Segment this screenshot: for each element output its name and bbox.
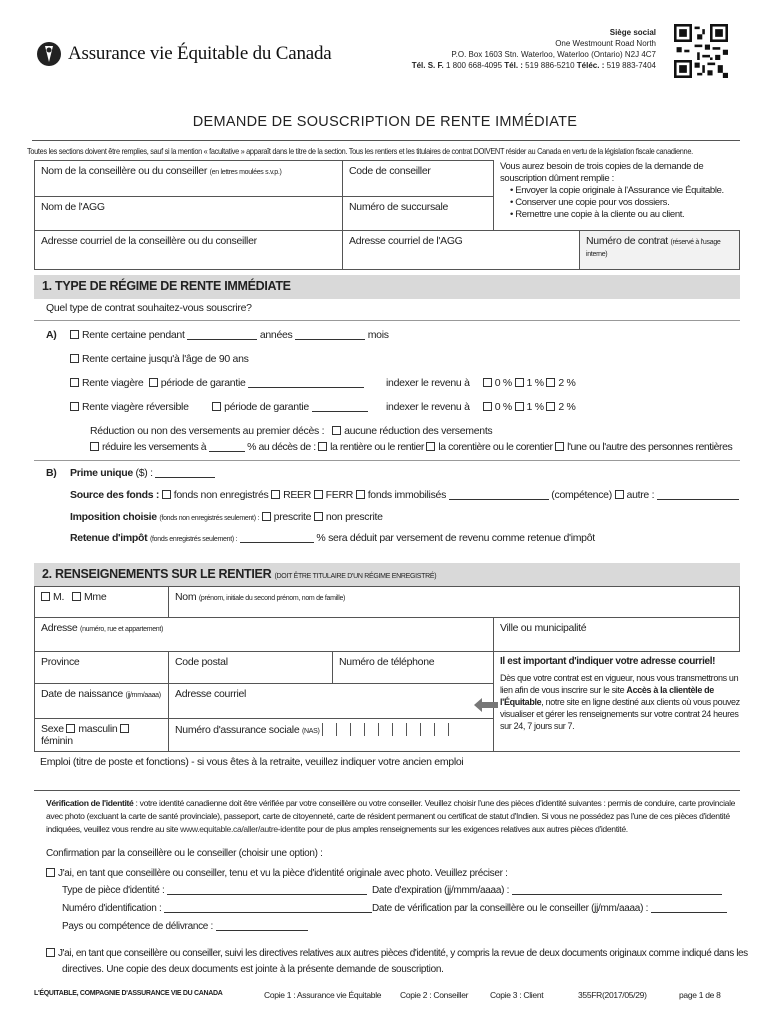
expiry-input[interactable] — [512, 894, 722, 895]
joint-guarantee-label: période de garantie — [224, 401, 309, 413]
index-0-checkbox[interactable] — [483, 378, 492, 387]
ferr-checkbox[interactable] — [314, 490, 323, 499]
agg-name-field[interactable] — [34, 196, 343, 231]
sex-field — [34, 718, 169, 752]
term-90-label: Rente certaine jusqu'à l'âge de 90 ans — [82, 353, 249, 365]
postal-code-field[interactable] — [168, 651, 333, 684]
non-reg-label: fonds non enregistrés — [173, 489, 269, 501]
term-certain-row — [70, 329, 389, 341]
tel: 519 886-5210 — [525, 61, 575, 70]
other-id-checkbox[interactable] — [46, 948, 55, 957]
mr-checkbox[interactable] — [41, 592, 50, 601]
prescribed-label: prescrite — [273, 511, 312, 523]
option-a-label: A) — [46, 329, 57, 341]
premium-input[interactable] — [155, 477, 215, 478]
either-label: l'une ou l'autre des personnes rentières — [567, 441, 733, 453]
fax: 519 883-7404 — [606, 61, 656, 70]
advisor-code-label: Code de conseiller — [349, 165, 431, 177]
jurisdiction-input[interactable] — [449, 499, 549, 500]
withholding-label: Retenue d'impôt — [70, 532, 148, 544]
email-text-2: , notre site en ligne destiné aux clients où vous pouvez visualiser et gérer les renseignements sur votre contrat 24 heures sur 24, 7 jours sur 7. — [500, 697, 740, 731]
advisor-code-field[interactable] — [342, 160, 494, 197]
hq-street: One Westmount Road North — [555, 39, 656, 48]
term-certain-label: Rente certaine pendant — [82, 329, 185, 341]
index-label: indexer le revenu à — [386, 401, 470, 413]
withholding-row — [70, 532, 595, 544]
postal-code-label: Code postal — [175, 656, 228, 668]
qr-code-icon — [674, 24, 728, 78]
issuer-row — [62, 921, 308, 932]
section-2-note: (DOIT ÊTRE TITULAIRE D'UN RÉGIME ENREGISTRÉ) — [274, 573, 437, 580]
years-label: années — [259, 329, 293, 341]
contract-number-label: Numéro de contrat — [586, 235, 668, 247]
joint-annuity-label: Rente viagère réversible — [82, 401, 189, 413]
reer-label: REER — [283, 489, 312, 501]
non-prescribed-checkbox[interactable] — [314, 512, 323, 521]
co-annuitant-label: la corentière ou le corentier — [438, 441, 553, 453]
index-0-label: 0 % — [494, 401, 512, 413]
index-label: indexer le revenu à — [386, 377, 470, 389]
reduction-label: Réduction ou non des versements au premier décès : — [90, 425, 325, 437]
annuitant-checkbox[interactable] — [318, 442, 327, 451]
expiry-row — [372, 885, 722, 896]
advisor-email-label: Adresse courriel de la conseillère ou du conseiller — [41, 235, 257, 247]
withholding-note: (fonds enregistrés seulement) : — [149, 536, 238, 543]
withholding-text: % sera déduit par versement de revenu comme retenue d'impôt — [316, 532, 595, 544]
term-90-checkbox[interactable] — [70, 354, 79, 363]
life-annuity-label: Rente viagère — [82, 377, 144, 389]
co-annuitant-checkbox[interactable] — [426, 442, 435, 451]
sex-label: Sexe — [41, 723, 64, 735]
female-checkbox[interactable] — [120, 724, 129, 733]
index-2-label: 2 % — [558, 401, 576, 413]
advisor-name-field[interactable] — [34, 160, 343, 197]
city-field[interactable] — [493, 617, 740, 652]
photo-id-checkbox[interactable] — [46, 868, 55, 877]
premium-row — [70, 467, 215, 479]
copies-intro: Vous aurez besoin de trois copies de la demande de souscription dûment remplie : — [500, 161, 704, 184]
contract-number-note: (réservé à l'usage interne) — [586, 239, 721, 258]
form-notice: Toutes les sections doivent être remplies, sauf si la mention « facultative » apparaît dans le titre de la section. Tous les rentiers et les titulaires de contrat DOIVENT résider au Canada en vertu de la législation fiscale canadienne. — [27, 147, 693, 156]
id-number-label: Numéro d'identification : — [62, 903, 162, 914]
tel-label: Tél. : — [504, 61, 523, 70]
copies-item: • Envoyer la copie originale à l'Assurance vie Équitable. — [510, 185, 745, 197]
email-text-1: Dès que votre contrat est en vigueur, nous vous transmettrons un lien afin de vous inscrire sur le site — [500, 673, 739, 695]
prescribed-checkbox[interactable] — [262, 512, 271, 521]
mr-label: M. — [53, 591, 65, 603]
hq-city: P.O. Box 1603 Stn. Waterloo, Waterloo (Ontario) N2J 4C7 — [451, 50, 656, 59]
other-input[interactable] — [657, 499, 739, 500]
id-type-row — [62, 885, 367, 896]
joint-annuity-row — [70, 401, 368, 413]
sin-boxes[interactable] — [322, 723, 462, 736]
occupation-field[interactable] — [34, 751, 740, 791]
identity-verification-text — [46, 797, 736, 836]
index-2-label: 2 % — [558, 377, 576, 389]
dob-note: (jj/mm/aaaa) — [125, 692, 161, 699]
address-note: (numéro, rue et appartement) — [80, 626, 164, 633]
joint-index-row — [386, 401, 576, 413]
index-1-label: 1 % — [526, 377, 544, 389]
contract-number-field — [579, 230, 740, 270]
id-number-input[interactable] — [164, 912, 372, 913]
option-photo-id-row — [46, 868, 508, 879]
index-2-checkbox[interactable] — [546, 378, 555, 387]
joint-index-2-checkbox[interactable] — [546, 402, 555, 411]
locked-checkbox[interactable] — [356, 490, 365, 499]
advisor-name-label: Nom de la conseillère ou du conseiller — [41, 165, 208, 177]
mrs-checkbox[interactable] — [72, 592, 81, 601]
copies-list — [500, 185, 745, 221]
annuitant-name-note: (prénom, initiale du second prénom, nom de famille) — [198, 595, 346, 602]
index-1-label: 1 % — [526, 401, 544, 413]
photo-id-label: J'ai, en tant que conseillère ou conseiller, tenu et vu la pièce d'identité originale avec photo. Veuillez préciser : — [58, 868, 508, 879]
issuer-label: Pays ou compétence de délivrance : — [62, 921, 214, 932]
reduce-checkbox[interactable] — [90, 442, 99, 451]
jurisdiction-label: (compétence) — [551, 489, 612, 501]
title-field — [34, 586, 169, 618]
section-2-title: 2. RENSEIGNEMENTS SUR LE RENTIER — [42, 567, 272, 581]
no-reduction-label: aucune réduction des versements — [344, 425, 493, 437]
male-label: masculin — [78, 723, 118, 735]
verify-date-row — [372, 903, 727, 914]
annuitant-email-field[interactable] — [168, 683, 494, 719]
company-logo — [36, 40, 332, 68]
footer-copy-3: Copie 3 : Client — [490, 990, 544, 1000]
sin-label: Numéro d'assurance sociale — [175, 724, 300, 736]
expiry-label: Date d'expiration (jj/mmm/aaaa) : — [372, 885, 510, 896]
premium-label: Prime unique — [70, 467, 133, 479]
life-index-row — [386, 377, 576, 389]
copies-item: • Remettre une copie à la cliente ou au client. — [510, 209, 745, 221]
dob-field[interactable] — [34, 683, 169, 719]
email-text-bold: Accès à la clientèle de l'Équitable — [500, 685, 714, 707]
identity-text: : votre identité canadienne doit être vérifiée par votre conseillère ou votre conseiller. Veuillez choisir l'une des pièces d'identité suivantes : permis de conduire, carte provinciale avec photo (excluant la carte de santé provinciale), passeport, carte de citoyenneté, carte de résident permanent ou certificat de statut d'Indien. Si vous ne possédez pas l'une de ces pièces d'identité indiquées, veuillez vous rendre au site — [46, 798, 736, 834]
annuitant-name-field[interactable] — [168, 586, 740, 618]
female-label: féminin — [41, 735, 73, 747]
reduction-row — [90, 425, 492, 437]
non-prescribed-label: non prescrite — [325, 511, 383, 523]
annuitant-label: la rentière ou le rentier — [330, 441, 424, 453]
phone-field[interactable] — [332, 651, 494, 684]
advisor-email-field[interactable] — [34, 230, 343, 270]
option-other-id-row — [46, 948, 748, 959]
source-label: Source des fonds : — [70, 489, 160, 501]
life-guarantee-label: période de garantie — [160, 377, 246, 389]
city-label: Ville ou municipalité — [500, 622, 587, 634]
no-reduction-checkbox[interactable] — [332, 426, 341, 435]
address-field[interactable] — [34, 617, 494, 652]
life-guarantee-input[interactable] — [248, 387, 364, 388]
email-explanation — [500, 672, 740, 732]
male-checkbox[interactable] — [66, 724, 75, 733]
years-input[interactable] — [187, 339, 257, 340]
joint-guarantee-input[interactable] — [312, 411, 368, 412]
branch-number-label: Numéro de succursale — [349, 201, 449, 213]
premium-unit: ($) : — [135, 467, 153, 479]
id-type-input[interactable] — [167, 894, 367, 895]
confirmation-label: Confirmation par la conseillère ou le conseiller (choisir une option) : — [46, 848, 323, 859]
company-name: Assurance vie Équitable du Canada — [68, 43, 332, 64]
agg-email-label: Adresse courriel de l'AGG — [349, 235, 463, 247]
hq-label: Siège social — [609, 28, 656, 37]
annuitant-name-label: Nom — [175, 591, 197, 603]
email-important: Il est important d'indiquer votre adresse courriel! — [500, 656, 716, 667]
id-number-row — [62, 903, 372, 914]
option-b-label: B) — [46, 467, 57, 479]
joint-index-0-checkbox[interactable] — [483, 402, 492, 411]
months-label: mois — [367, 329, 389, 341]
address-label: Adresse — [41, 622, 78, 634]
province-label: Province — [41, 656, 80, 668]
reduce-percent-input[interactable] — [209, 451, 245, 452]
either-checkbox[interactable] — [555, 442, 564, 451]
occupation-label: Emploi (titre de poste et fonctions) - si vous êtes à la retraite, veuillez indiquer votre ancien emploi — [40, 756, 464, 768]
head-office-info — [412, 27, 656, 71]
footer-company: L'ÉQUITABLE, COMPAGNIE D'ASSURANCE VIE DU CANADA — [34, 990, 223, 997]
contract-type-question: Quel type de contrat souhaitez-vous souscrire? — [46, 302, 252, 314]
verify-date-input[interactable] — [651, 912, 727, 913]
reduce-row — [90, 441, 732, 453]
other-label: autre : — [626, 489, 655, 501]
identity-link[interactable]: www.equitable.ca/aller/autre-identite — [180, 824, 306, 834]
phone-label: Numéro de téléphone — [339, 656, 435, 668]
divider — [34, 460, 740, 461]
taxation-note: (fonds non enregistrés seulement) : — [159, 515, 260, 522]
form-title: DEMANDE DE SOUSCRIPTION DE RENTE IMMÉDIATE — [192, 114, 578, 130]
advisor-name-note: (en lettres moulées s.v.p.) — [209, 169, 282, 176]
sin-field[interactable] — [168, 718, 494, 752]
footer-form-number: 355FR(2017/05/29) — [578, 990, 647, 1000]
tel-free-label: Tél. S. F. — [411, 61, 444, 70]
joint-annuity-checkbox[interactable] — [70, 402, 79, 411]
annuitant-email-label: Adresse courriel — [175, 688, 247, 700]
agg-email-field[interactable] — [342, 230, 580, 270]
joint-guarantee-checkbox[interactable] — [212, 402, 221, 411]
company-logo-icon — [36, 40, 62, 68]
agg-name-label: Nom de l'AGG — [41, 201, 105, 213]
branch-number-field[interactable] — [342, 196, 494, 231]
source-row — [70, 489, 739, 501]
term-certain-checkbox[interactable] — [70, 330, 79, 339]
withholding-input[interactable] — [240, 542, 314, 543]
footer-copy-1: Copie 1 : Assurance vie Équitable — [264, 990, 382, 1000]
joint-index-1-checkbox[interactable] — [515, 402, 524, 411]
mrs-label: Mme — [83, 591, 107, 603]
id-type-label: Type de pièce d'identité : — [62, 885, 165, 896]
arrow-left-icon — [474, 698, 498, 712]
life-annuity-checkbox[interactable] — [70, 378, 79, 387]
province-field[interactable] — [34, 651, 169, 684]
life-annuity-row — [70, 377, 364, 389]
verify-date-label: Date de vérification par la conseillère ou le conseiller (jj/mm/aaaa) : — [372, 903, 649, 914]
index-1-checkbox[interactable] — [515, 378, 524, 387]
taxation-label: Imposition choisie — [70, 511, 157, 523]
reer-checkbox[interactable] — [271, 490, 280, 499]
at-death-label: % au décès de : — [247, 441, 316, 453]
copies-item: • Conserver une copie pour vos dossiers. — [510, 197, 745, 209]
months-input[interactable] — [295, 339, 365, 340]
dob-label: Date de naissance — [41, 688, 123, 700]
section-1-header — [34, 275, 740, 299]
taxation-row — [70, 511, 383, 523]
divider — [32, 140, 740, 141]
identity-label: Vérification de l'identité — [46, 798, 134, 808]
term-90-row — [70, 353, 249, 365]
locked-label: fonds immobilisés — [367, 489, 447, 501]
other-id-continued: directives. Une copie des deux documents est jointe à la présente demande de souscription. — [62, 964, 444, 975]
hq-phones — [412, 60, 656, 71]
ferr-label: FERR — [325, 489, 354, 501]
sin-note: (NAS) — [301, 728, 320, 735]
divider — [34, 320, 740, 321]
issuer-input[interactable] — [216, 930, 308, 931]
copies-note — [500, 161, 745, 221]
identity-text-end: pour de plus amples renseignements sur les exigences relatives aux autres pièces d'identité. — [307, 824, 628, 834]
other-id-label: J'ai, en tant que conseillère ou conseiller, suivi les directives relatives aux autres pièces d'identité, y compris la revue de deux documents originaux comme indiqué dans les — [58, 948, 748, 959]
tel-free: 1 800 668-4095 — [445, 61, 503, 70]
non-reg-checkbox[interactable] — [162, 490, 171, 499]
fax-label: Téléc. : — [576, 61, 605, 70]
other-checkbox[interactable] — [615, 490, 624, 499]
section-2-header — [34, 563, 740, 587]
index-0-label: 0 % — [494, 377, 512, 389]
life-guarantee-checkbox[interactable] — [149, 378, 158, 387]
footer-page: page 1 de 8 — [679, 990, 721, 1000]
reduce-label: réduire les versements à — [102, 441, 207, 453]
footer-copy-2: Copie 2 : Conseiller — [400, 990, 469, 1000]
section-1-title: 1. TYPE DE RÉGIME DE RENTE IMMÉDIATE — [42, 279, 291, 293]
